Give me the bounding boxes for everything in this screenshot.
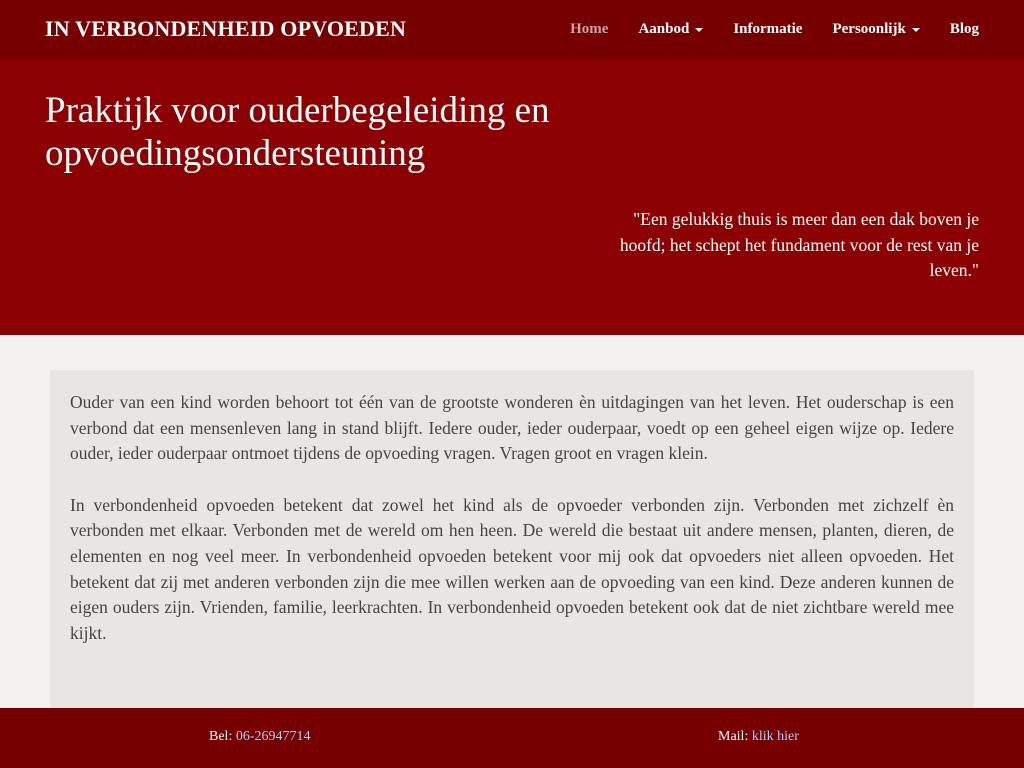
intro-paragraph: Ouder van een kind worden behoort tot één van de grootste wonderen èn uitdagingen van het leven. Het ouderschap is een verbond dat een mensenleven lang in stand blijft. Iedere ouder, ieder ouderpaar, voedt op een geheel eigen wijze op. Iedere ouder, ieder ouderpaar ontmoet tijdens de opvoeding vragen. Vragen groot en vragen klein. bbox=[70, 392, 954, 464]
nav-item-informatie[interactable] bbox=[733, 21, 802, 38]
caret-down-icon bbox=[912, 28, 920, 32]
mail-label: Mail: bbox=[718, 729, 749, 744]
footer-mail bbox=[718, 729, 799, 745]
nav-item-label: Informatie bbox=[733, 21, 803, 37]
nav-item-blog[interactable] bbox=[950, 21, 979, 38]
footer bbox=[0, 708, 1024, 768]
phone-label: Bel: bbox=[209, 729, 233, 744]
nav-item-label: Aanbod bbox=[638, 21, 690, 37]
intro-paragraph: In verbondenheid opvoeden betekent dat zowel het kind als de opvoeder verbonden zijn. Verbonden met zichzelf èn verbonden met elkaar. Verbonden met de wereld om hen heen. De wereld die bestaat uit andere mensen, planten, dieren, de elementen en nog veel meer. In verbondenheid opvoeden betekent voor mij ook dat opvoeders niet alleen opvoeden. Het betekent dat zij met anderen verbonden zijn die mee willen werken aan de opvoeding van een kind. Deze anderen kunnen de eigen ouders zijn. Vrienden, familie, leerkrachten. In verbondenheid opvoeden betekent ook dat de niet zichtbare wereld mee kijkt. bbox=[70, 494, 954, 643]
mail-link[interactable]: klik hier bbox=[751, 729, 799, 744]
page-title: Praktijk voor ouderbegeleiding en opvoedingsondersteuning bbox=[45, 90, 550, 174]
main-nav bbox=[540, 0, 979, 59]
site-brand[interactable]: IN VERBONDENHEID OPVOEDEN bbox=[45, 16, 407, 41]
footer-phone bbox=[209, 729, 311, 745]
caret-down-icon bbox=[695, 28, 703, 32]
phone-link[interactable]: 06-26947714 bbox=[235, 729, 311, 744]
navbar bbox=[0, 0, 1024, 59]
nav-item-label: Persoonlijk bbox=[832, 21, 906, 37]
nav-item-persoonlijk[interactable] bbox=[832, 21, 919, 38]
nav-item-aanbod[interactable] bbox=[638, 21, 703, 38]
intro-content bbox=[50, 370, 974, 708]
nav-item-label: Blog bbox=[949, 21, 979, 37]
nav-item-label: Home bbox=[570, 21, 609, 37]
hero-banner bbox=[0, 59, 1024, 335]
nav-item-home[interactable] bbox=[570, 21, 608, 38]
hero-quote: "Een gelukkig thuis is meer dan een dak boven je hoofd; het schept het fundament voor de rest van je leven." bbox=[619, 209, 979, 280]
